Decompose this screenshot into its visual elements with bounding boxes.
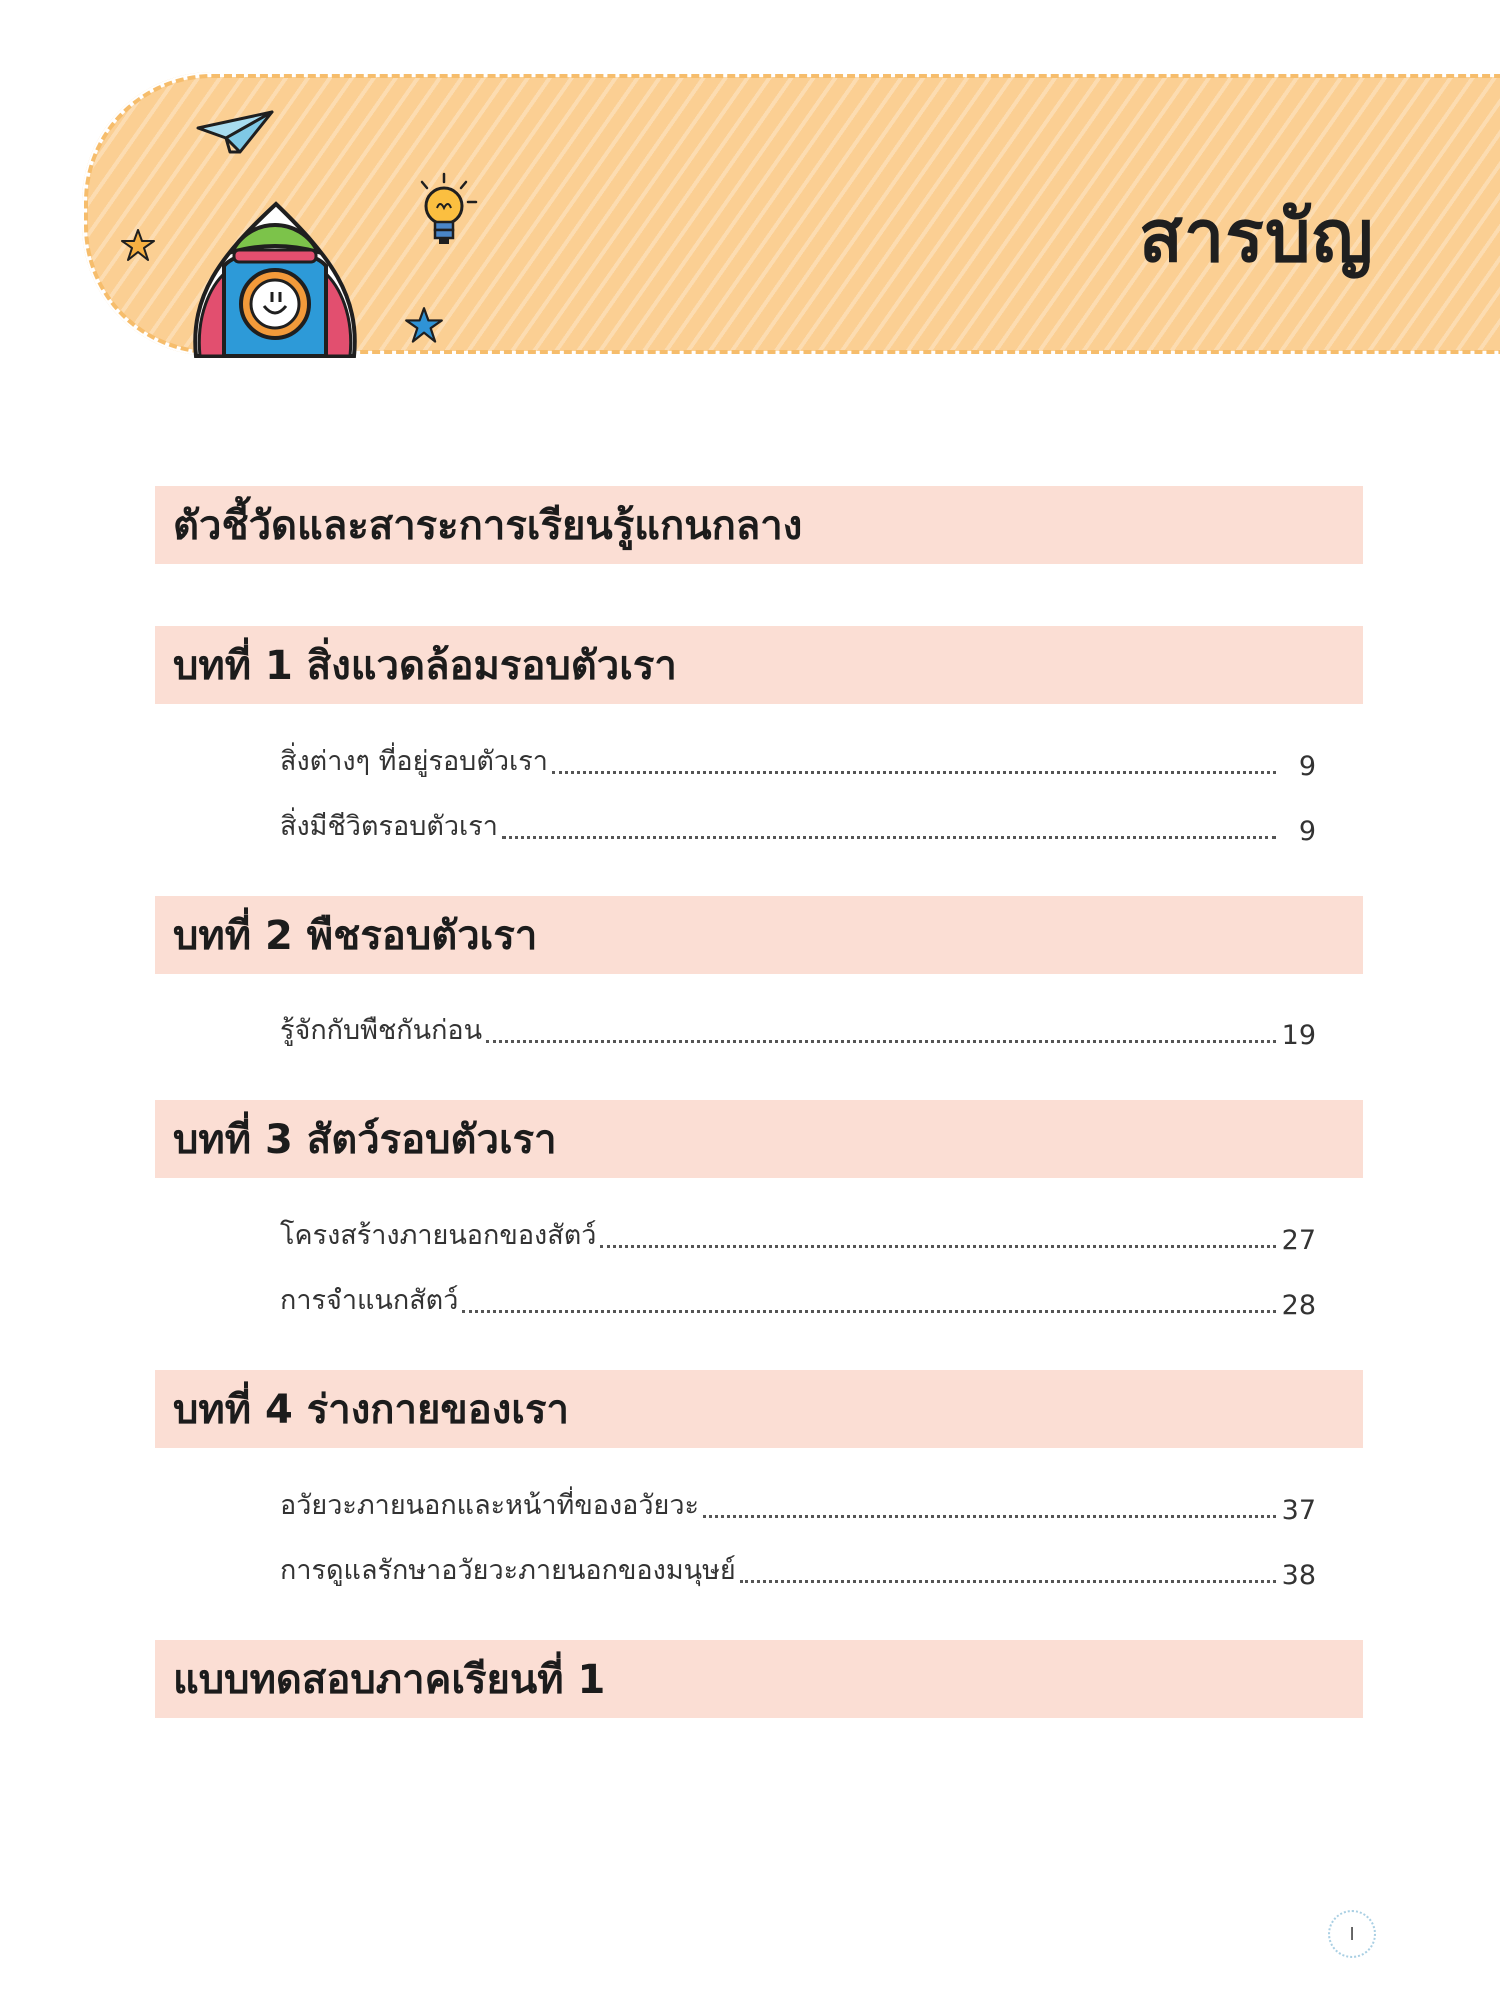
toc-entry-page: 38: [1281, 1560, 1316, 1591]
toc-entry-page: 9: [1298, 751, 1316, 782]
star-icon: [404, 306, 444, 346]
dot-leader: [462, 1310, 1275, 1313]
toc-entry[interactable]: [280, 1216, 1316, 1256]
toc-entry-page: 9: [1298, 816, 1316, 847]
section-title: บทที่ 2 พืชรอบตัวเรา: [173, 913, 538, 959]
toc-entry-label: สิ่งต่างๆ ที่อยู่รอบตัวเรา: [280, 746, 548, 777]
toc-entry-label: รู้จักกับพืชกันก่อน: [280, 1015, 483, 1046]
section-title: บทที่ 1 สิ่งแวดล้อมรอบตัวเรา: [173, 643, 677, 689]
page-number: I: [1328, 1910, 1376, 1958]
section-title: บทที่ 4 ร่างกายของเรา: [173, 1387, 569, 1433]
dot-leader: [600, 1245, 1275, 1248]
page-title: สารบัญ: [1138, 194, 1374, 278]
toc-entry-label: โครงสร้างภายนอกของสัตว์: [280, 1220, 597, 1251]
dot-leader: [740, 1580, 1276, 1583]
toc-entry-label: การจำแนกสัตว์: [280, 1285, 459, 1316]
toc-entry[interactable]: [280, 1486, 1316, 1526]
toc-entry-page: 27: [1281, 1225, 1316, 1256]
section-header-chapter-1: [155, 626, 1363, 704]
toc-entry-label: สิ่งมีชีวิตรอบตัวเรา: [280, 811, 498, 842]
toc-entry-page: 37: [1281, 1495, 1316, 1526]
paper-plane-icon: [196, 108, 276, 156]
section-header-chapter-4: [155, 1370, 1363, 1448]
dot-leader: [552, 771, 1276, 774]
toc-entry[interactable]: [280, 807, 1316, 847]
section-header-chapter-2: [155, 896, 1363, 974]
toc-entry-page: 19: [1281, 1020, 1316, 1051]
toc-entry-label: การดูแลรักษาอวัยวะภายนอกของมนุษย์: [280, 1555, 736, 1586]
dot-leader: [502, 836, 1276, 839]
dot-leader: [703, 1515, 1276, 1518]
section-title: บทที่ 3 สัตว์รอบตัวเรา: [173, 1117, 557, 1163]
rocket-icon: [180, 196, 370, 358]
section-header-indicators: [155, 486, 1363, 564]
section-header-semester-test: [155, 1640, 1363, 1718]
toc-entry-page: 28: [1281, 1290, 1316, 1321]
toc-entry-label: อวัยวะภายนอกและหน้าที่ของอวัยวะ: [280, 1490, 700, 1521]
toc-entry[interactable]: [280, 742, 1316, 782]
star-icon: [120, 228, 156, 264]
section-title: แบบทดสอบภาคเรียนที่ 1: [173, 1657, 606, 1703]
toc-entry[interactable]: [280, 1281, 1316, 1321]
dot-leader: [486, 1040, 1276, 1043]
toc-entry[interactable]: [280, 1551, 1316, 1591]
section-header-chapter-3: [155, 1100, 1363, 1178]
toc-entry[interactable]: [280, 1011, 1316, 1051]
section-title: ตัวชี้วัดและสาระการเรียนรู้แกนกลาง: [173, 503, 803, 549]
lightbulb-icon: [404, 170, 484, 256]
